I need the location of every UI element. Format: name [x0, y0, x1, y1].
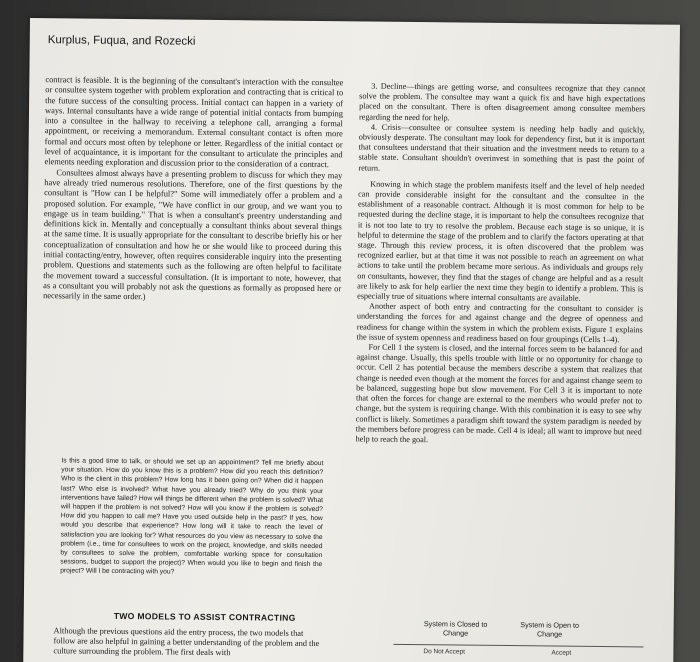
- figure-row-label: Accept: [551, 649, 572, 657]
- paragraph-presenting-problem: Consultees almost always have a presenting problem to discuss for which they may have already tried numerous resolutions. Therefore, one of the first questions by the consultant is "How can I be helpful?" Some will immediately offer a problem and a proposed solution. For example, "We have conflict in our group, and we want you to engage us in team building." That is when a consultant's preentry understanding and definitions kick in. Mentally and conceptually a consultant thinks about several things at the same time. It is usually appropriate for the consultant to describe briefly his or her conceptualization of consultation and how he or she would like to proceed during this initial contacting/entry, however, often requires considerable inquiry into the presenting problem. Questions and statements such as the following are often helpful to facilitate the movement toward a successful consultation. (It is important to note, however, that as a consultant you will probably not ask the questions as formally as proposed here or necessarily in the same order.): [43, 166, 343, 302]
- paragraph-cells: For Cell 1 the system is closed, and the internal forces seem to be balanced for and against change. Usually, this spells trouble with little or no opportunity for change to occur. Cell 2 has potential because the members describe a system that realizes that change is needed even though at the moment the forces for and against change seem to be balanced, suggesting hope but slow movement. For Cell 3 it is important to note that often the forces for change are external to the members who would prefer not to change, but the system is requiring change. With this combination it is easy to see why conflict is likely. Sometimes a paradigm shift toward the system paradigm is needed by the members before progress can be made. Cell 4 is ideal; all want to improve but need help to reach the goal.: [355, 342, 643, 445]
- document-page: [23, 18, 680, 662]
- stage-decline: 3. Decline—things are getting worse, and consultees recognize that they cannot solve the problem. The consultee may want a quick fix and have high expectations placed on the consultant. There is often disagreement among consultee members regarding the need for help.: [358, 81, 646, 123]
- section-paragraph: Although the previous questions aid the entry process, the two models that follow are also helpful in gaining a better understanding of the problem and the culture surrounding the problem. The first deals with: [53, 626, 320, 658]
- paragraph-forces-for-change: Another aspect of both entry and contracting for the consultant to consider is understanding the forces for and against change and the degree of openness and readiness for change within the system in which the problem exists. Figure 1 explains the issue of system openness and readiness based on four groupings (Cells 1–4).: [356, 301, 644, 345]
- stage-crisis: 4. Crisis—consultee or consultee system is needing help badly and quickly, obviously desperate. The consultant may look for dependency first, but it is important that consultees understand that their situation and the investment needs to return to a stable state. Consultant shouldn't overinvest in something that is past the point of return.: [358, 122, 645, 173]
- paragraph-initial-contact: contract is feasible. It is the beginning of the consultant's interaction with the consultee or consultee system together with problem exploration and contracting that is critical to the future success of the consulting process. Initial contact can happen in a variety of ways. Internal consultants have a wide range of potential initial contacts from bumping into a consultee in the hallway to receiving a telephone call, arranging a formal appointment, or receiving a memorandum. External consultant contact is often more formal and occurs most often by telephone or letter. Regardless of the initial contact or level of acquaintance, it is important for the consultant to articulate the principles and elements needing exploration and discussion prior to the consideration of a contract.: [44, 74, 344, 170]
- figure-rule: [393, 644, 643, 648]
- section-heading: TWO MODELS TO ASSIST CONTRACTING: [113, 610, 296, 623]
- figure-column-open: System is Open to Change: [520, 620, 580, 639]
- figure-row-label: Do Not Accept: [423, 648, 465, 656]
- questions-block: Is this a good time to talk, or should we set up an appointment? Tell me briefly about your situation. How do you know this is a problem? How did you reach this definition? Who is the client in this problem? How long has it been going on? When did it happen last? Who else is involved? What have you already tried? Why do you think your interventions have failed? How will things be different when the problem is solved? What will happen if the problem is not solved? How will you know if the problem is solved? How did you happen to call me? Have you used outside help in the past? If yes, how would you describe that experience? How long will it take to reach the level of satisfaction you are looking for? What resources do you view as necessary to solve the problem (i.e., time for consultees to work on the project, knowledge, and skills needed by consultees to solve the problem, comfortable working space for consultation sessions, budget to support the project)? When would you like to begin and finish the project? Will I be contracting with you?: [60, 457, 324, 576]
- paragraph-knowing-stage: Knowing in which stage the problem manifests itself and the level of help needed can provide considerable insight for the consultant and the consultee in the establishment of a reasonable contract. Although it is most common for help to be requested during the decline stage, it is important to help the consultees recognize that it is not too late to try to resolve the problem. Because each stage is so unique, it is helpful to determine the stage of the problem and to clarify the factors operating at that stage. Through this review process, it is often discovered that the problem was recognized earlier, but at that time it was not possible to reach an agreement on what actions to take until the problem became more serious. As individuals and groups rely on consultants, however, they find that the stages of change are helpful and as a result are likely to ask for help earlier the next time they begin to identify a problem. This is especially true of situations where internal consultants are available.: [357, 179, 645, 303]
- right-column: [356, 81, 646, 447]
- left-column: [43, 74, 343, 304]
- running-header: Kurplus, Fuqua, and Rozecki: [47, 34, 196, 48]
- figure-column-closed: System is Closed to Change: [423, 619, 488, 638]
